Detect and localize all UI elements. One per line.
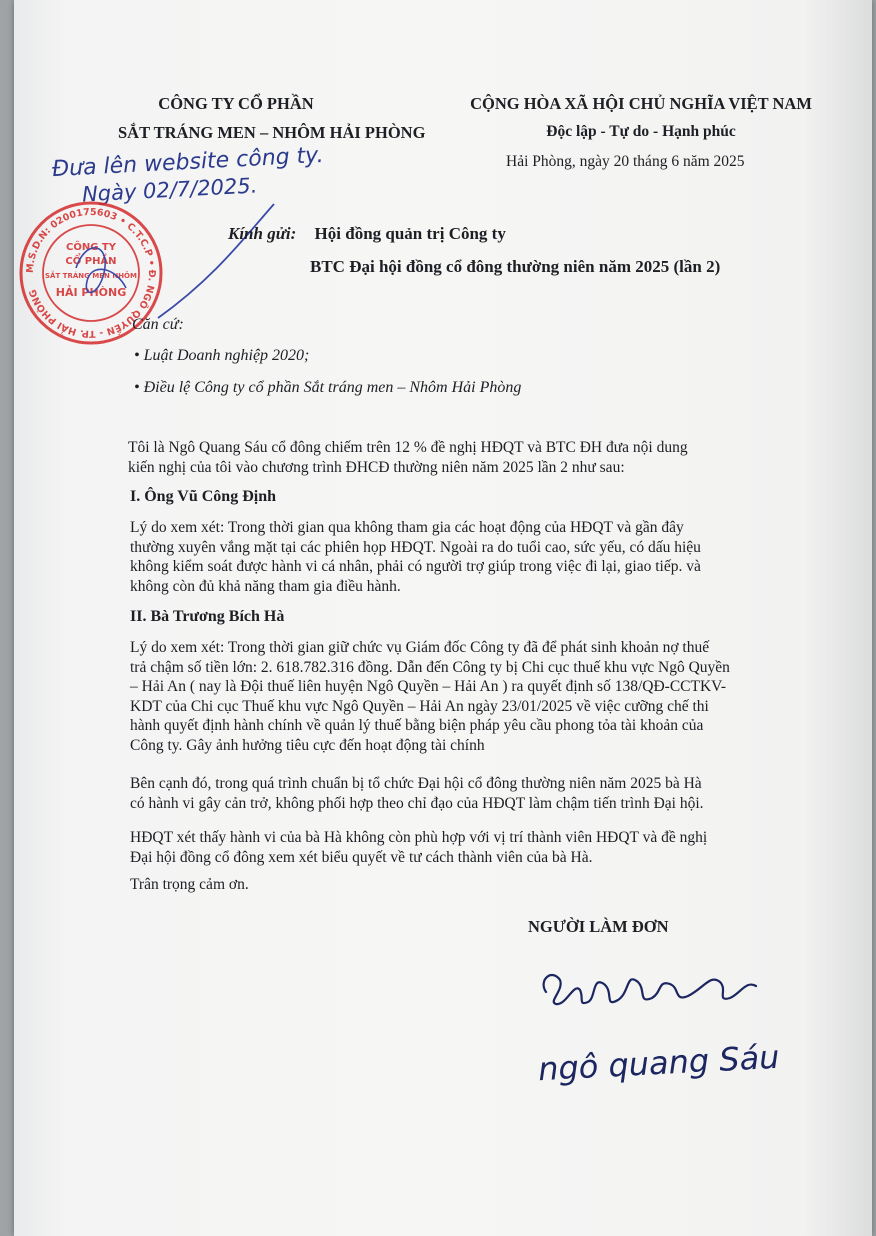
basis-item-2: • Điều lệ Công ty cổ phần Sắt tráng men – Nhôm Hải Phòng <box>134 379 522 396</box>
section2-paragraph2 <box>130 774 704 813</box>
company-name-line1: CÔNG TY CỔ PHẦN <box>158 94 314 113</box>
signature-image <box>534 962 774 1032</box>
document-date: Hải Phòng, ngày 20 tháng 6 năm 2025 <box>506 153 745 170</box>
seal-center-line3: SẮT TRÁNG MEN NHÔM <box>45 272 137 280</box>
section2-paragraph3 <box>130 828 707 867</box>
section2-line: KDT của Chi cục Thuế khu vực Ngô Quyền – Hải An ngày 23/01/2025 về việc cưỡng chế thi <box>130 697 709 715</box>
section1-line: thường xuyên vắng mặt tại các phiên họp HĐQT. Ngoài ra do tuổi cao, sức yếu, có dấu hiệu <box>130 538 701 556</box>
section1-line: không còn đủ khả năng tham gia điều hành. <box>130 577 401 595</box>
seal-center-line2: CỔ PHẦN <box>65 256 117 267</box>
intro-paragraph <box>128 438 688 477</box>
intro-line: Tôi là Ngô Quang Sáu cổ đông chiếm trên 12 % đề nghị HĐQT và BTC ĐH đưa nội dung <box>128 439 688 456</box>
section2-line: có hành vi gây cản trở, không phối hợp theo chỉ đạo của HĐQT làm chậm tiến trình Đại hội. <box>130 794 704 812</box>
country-name: CỘNG HÒA XÃ HỘI CHỦ NGHĨA VIỆT NAM <box>470 94 812 113</box>
section2-line: Lý do xem xét: Trong thời gian giữ chức vụ Giám đốc Công ty đã để phát sinh khoản nợ thuế <box>130 639 710 656</box>
section2-line: – Hải An ( nay là Đội thuế liên huyện Ngô Quyền – Hải An ) ra quyết định số 138/QĐ-CCTKV- <box>130 678 727 695</box>
section2-line: hành quyết định hành chính về quản lý thuế bằng biện pháp yêu cầu phong tỏa tài khoản của <box>130 717 704 734</box>
seal-ring-text: M.S.D.N: 0200175603 • C.T.C.P • Đ. NGÔ QUYỀN - TP. HẢI PHÒNG <box>24 206 158 340</box>
signer-handwritten-name: ngô quang Sáu <box>537 1037 781 1089</box>
company-name-line2: SẮT TRÁNG MEN – NHÔM HẢI PHÒNG <box>118 123 426 142</box>
section2-title: II. Bà Trương Bích Hà <box>130 608 285 625</box>
section2-line: trả chậm số tiền lớn: 2. 618.782.316 đồng. Dẫn đến Công ty bị Chi cục thuế khu vực Ngô Quyền <box>130 658 730 676</box>
basis-heading: Căn cứ: <box>132 316 184 333</box>
section1-title: I. Ông Vũ Công Định <box>130 488 276 505</box>
handwritten-note-line1: Đưa lên website công ty. <box>51 142 325 183</box>
document-page <box>14 0 872 1236</box>
seal-center-line1: CÔNG TY <box>66 242 116 253</box>
section2-line: Đại hội đồng cổ đông xem xét biểu quyết về tư cách thành viên của bà Hà. <box>130 848 593 866</box>
motto: Độc lập - Tự do - Hạnh phúc <box>546 123 736 140</box>
closing-text: Trân trọng cảm ơn. <box>130 876 249 893</box>
recipient-label: Kính gửi: <box>228 224 297 243</box>
section1-line: không kiểm soát được hành vi cá nhân, phải có người trợ giúp trong việc đi lại, giao tiếp. và <box>130 558 701 575</box>
section2-paragraph1 <box>130 638 730 755</box>
handwritten-note-line2: Ngày 02/7/2025. <box>81 173 258 207</box>
intro-line: kiến nghị của tôi vào chương trình ĐHCĐ thường niên năm 2025 lần 2 như sau: <box>128 458 625 476</box>
recipient-block <box>228 224 506 244</box>
national-motto <box>458 94 824 141</box>
signer-title: NGƯỜI LÀM ĐƠN <box>528 917 669 936</box>
company-name <box>118 94 426 143</box>
section1-paragraph <box>130 518 701 596</box>
section2-line: Công ty. Gây ảnh hưởng tiêu cực đến hoạt động tài chính <box>130 736 485 754</box>
section2-line: HĐQT xét thấy hành vi của bà Hà không còn phù hợp với vị trí thành viên HĐQT và đề nghị <box>130 829 708 846</box>
basis-item-1: • Luật Doanh nghiệp 2020; <box>134 347 310 364</box>
section1-line: Lý do xem xét: Trong thời gian qua không tham gia các hoạt động của HĐQT và gần đây <box>130 519 684 536</box>
recipient-line1: Hội đồng quản trị Công ty <box>314 224 506 243</box>
recipient-line2: BTC Đại hội đồng cổ đông thường niên năm 2025 (lần 2) <box>310 257 721 276</box>
seal-center-line4: HẢI PHÒNG <box>55 286 127 299</box>
section2-line: Bên cạnh đó, trong quá trình chuẩn bị tổ chức Đại hội cổ đông thường niên năm 2025 bà Hà <box>130 775 702 792</box>
